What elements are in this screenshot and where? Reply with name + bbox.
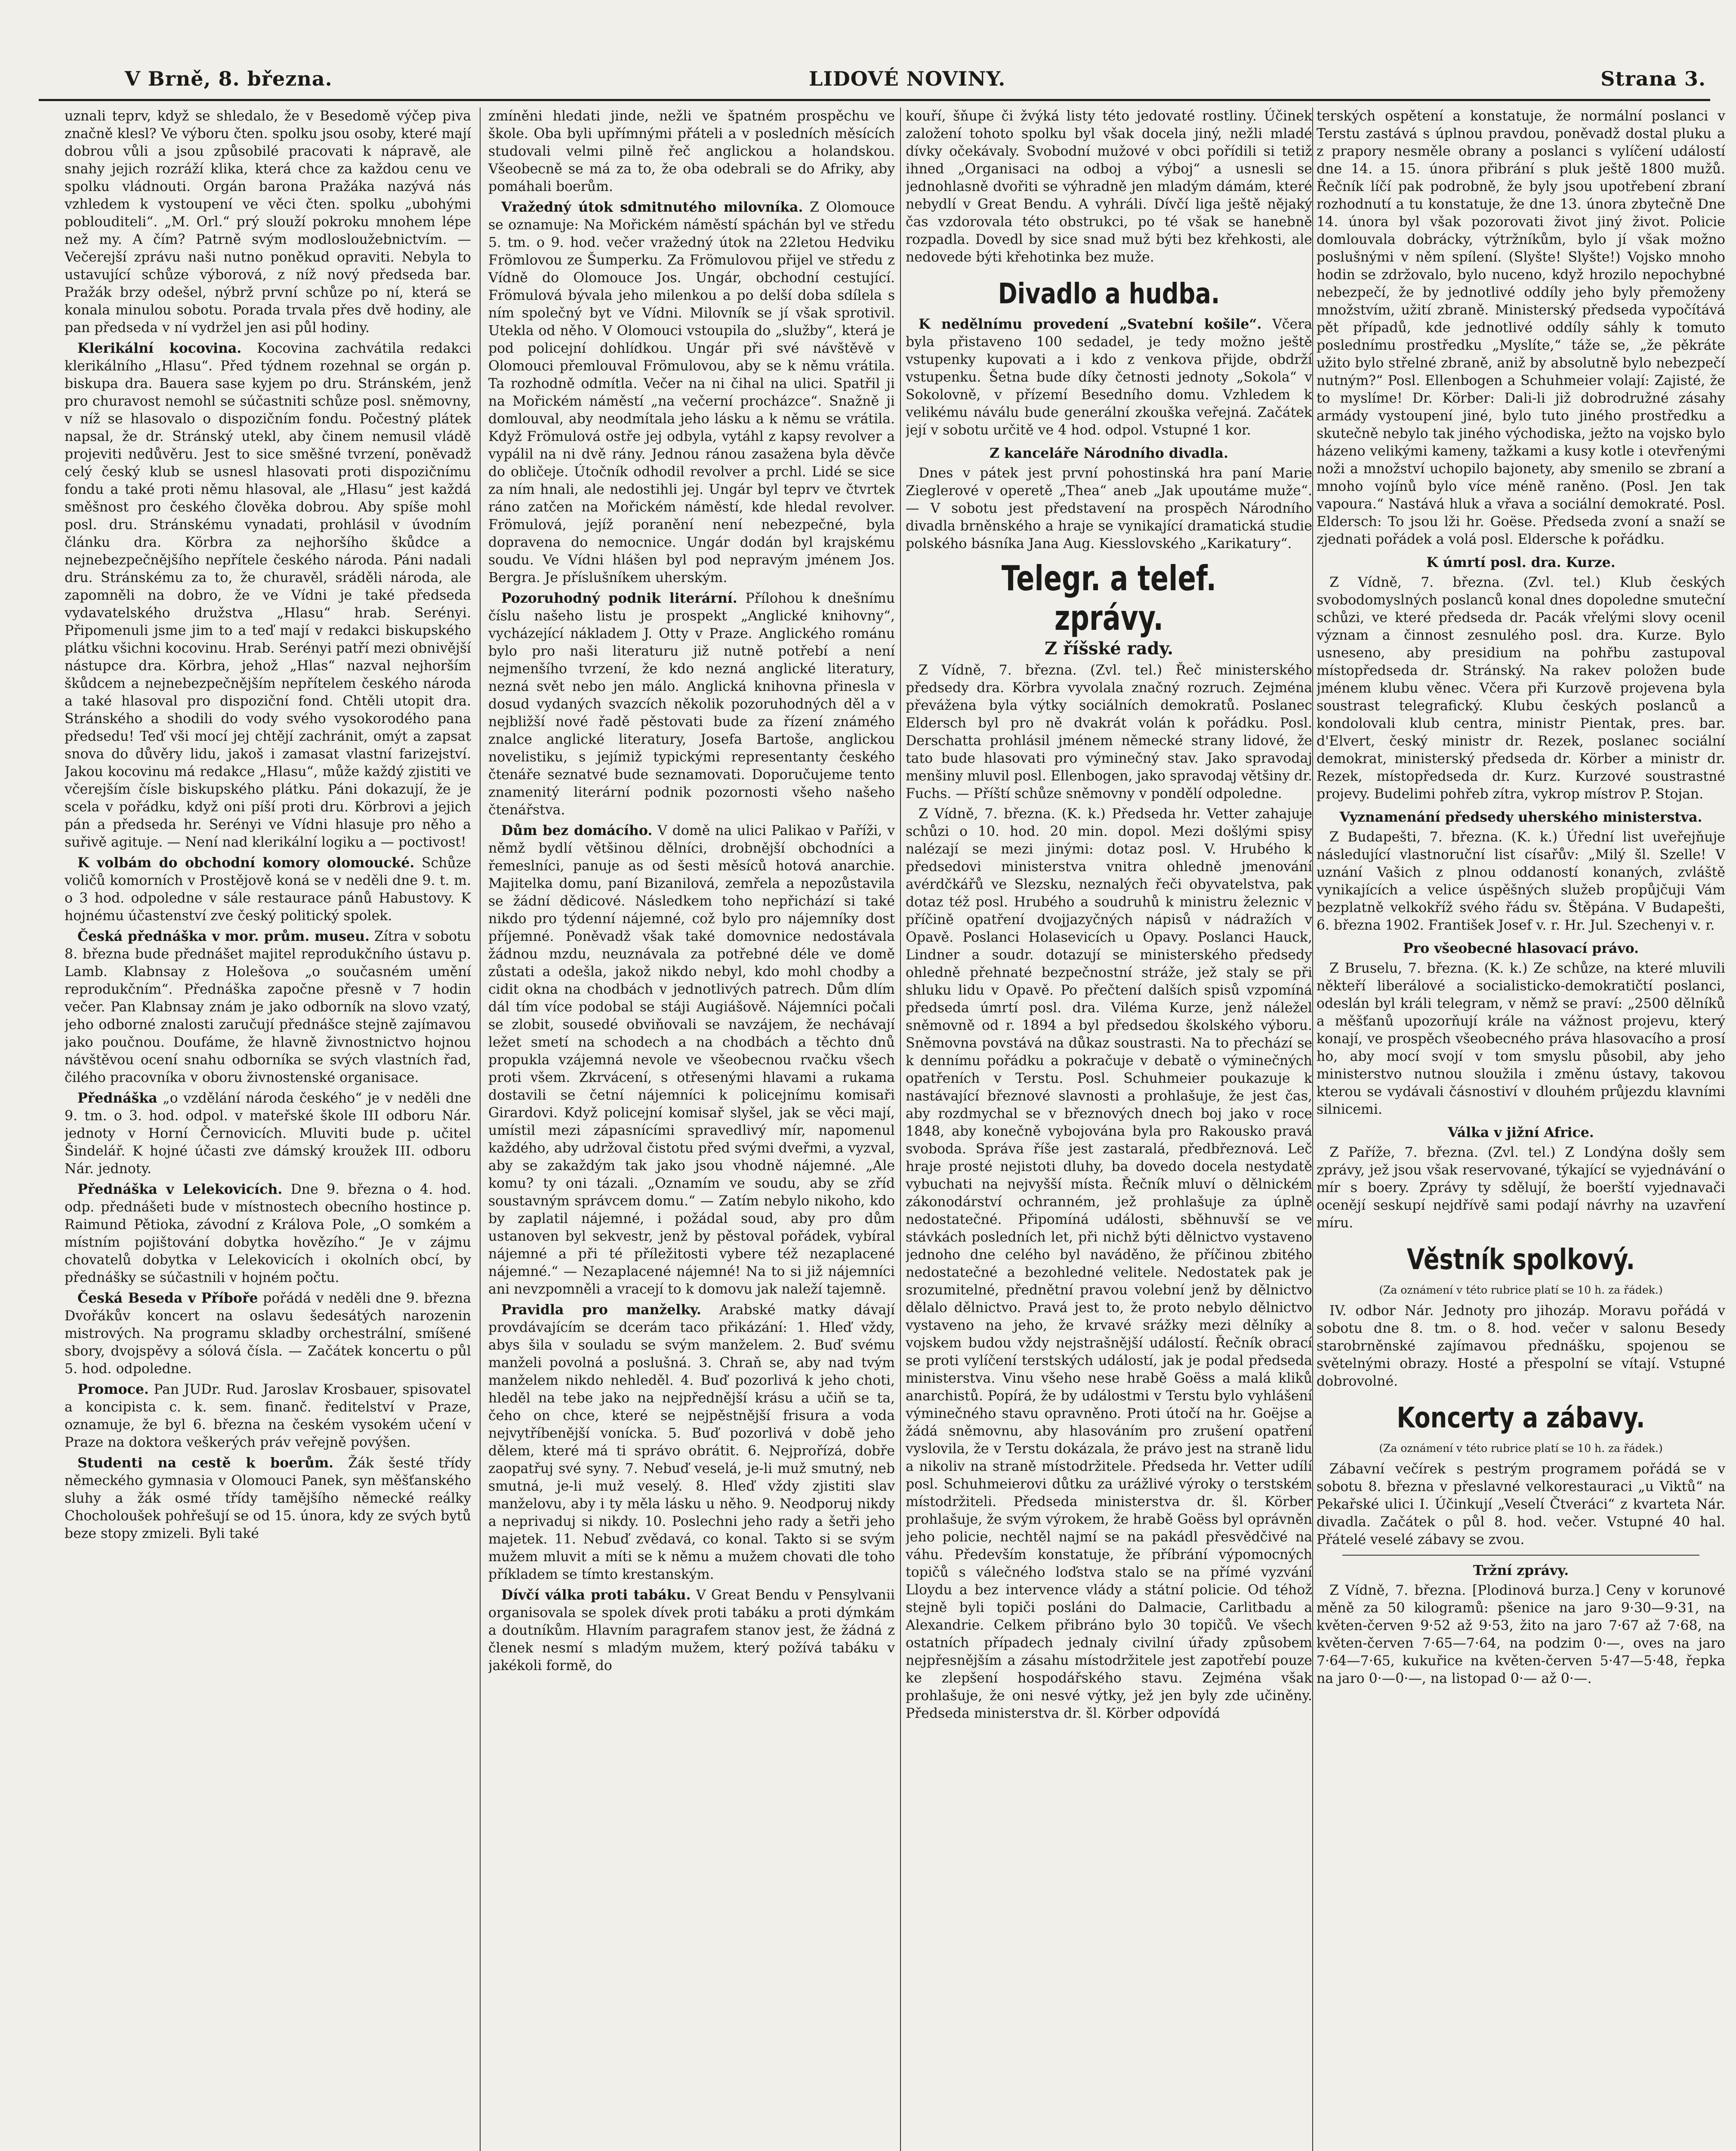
article-text: kouří, šňupe či žvýká listy této jedovaté rostliny. Účinek založení tohoto spolku byl však docela jiný, nežli mladé dívky očekávaly. Svobodní mužové v obci pořídili si tetiž ihned „Organisaci na odboj a výboj“ a usnesli se jednohlasně dvořiti se výhradně jen mladým dámám, které nebydlí v Great Bendu. A vyhráli. Dívčí liga ještě nějaký čas vzdorovala této obstrukci, po té však se hanebně rozpadla. Dovedl by sice snad muž býti bez křehkosti, ale nedovede býti křehotinka bez muže. xyxy=(906,108,1312,265)
article-text: IV. odbor Nár. Jednoty pro jihozáp. Moravu pořádá v sobotu dne 8. tm. o 8. hod. večer v salonu Besedy starobrněnské zajímavou přednášku, spojenou se světelnými obrazy. Hosté a přespolní se vítají. Vstupné dobrovolné. xyxy=(1317,1303,1725,1389)
article-text: Pan JUDr. Rud. Jaroslav Krosbauer, spisovatel a koncipista c. k. sem. finanč. ředitelství v Praze, oznamuje, že byl 6. března na českém vysokém učení v Praze na doktora veškerých práv veřejně povýšen. xyxy=(65,1382,471,1450)
article-text: Žák šesté třídy německého gymnasia v Olomouci Panek, syn měšťanského sluhy a žák osmé třídy tamějšího německé reálky Chocholoušek pohřešují se od 15. února, kdy ze svých bytů beze stopy zmizeli. Byli také xyxy=(65,1455,471,1541)
article-text: zmíněni hledati jinde, nežli ve špatném prospěchu ve škole. Oba byli upřímnými přáteli a v posledních měsících studovali velmi pilně řeč anglickou a holandskou. Všeobecně se má za to, že oba odebrali se do Afriky, aby pomáhali boerům. xyxy=(488,108,895,194)
article-heading: Přednáška xyxy=(77,1090,157,1106)
section-note: (Za oznámení v této rubrice platí se 10 h. za řádek.) xyxy=(1379,1442,1663,1455)
article-text: uznali teprv, když se shledalo, že v Besedomě výčep piva značně klesl? Ve výboru čten. spolku jsou osoby, které mají dobrou vůli a jsou způsobilé pracovati k nápravě, ale snahy jejich rozráží klika, která chce za každou cenu ve spolku vládnouti. Orgán barona Pražáka nazývá nás vzhledem k vystoupení ve věci čten. spolku „ubohými poblouditeli“. „M. Orl.“ prý slouží pokroku mnohem lépe než my. A čím? Patrně svým modlosloužebnictvím. — Večerejší zprávu naši nutno poněkud opraviti. Nebyla to ustavující schůze výborová, z níž nový předseda bar. Pražák brzy odešel, nýbrž první schůze po ní, která se konala minulou sobotu. Porada trvala přes dvě hodiny, ale pan předseda v ní vydržel jen asi půl hodiny. xyxy=(65,108,471,336)
section-note: (Za oznámení v této rubrice platí se 10 h. za řádek.) xyxy=(1379,1284,1663,1296)
article-heading: Vyznamenání předsedy uherského ministerstva. xyxy=(1339,809,1702,825)
section-title-concerts: Koncerty a zábavy. xyxy=(1397,1401,1645,1434)
article-text: Zítra v sobotu 8. března bude přednášet majitel reprodukčního ústavu p. Lamb. Klabnsay z Holešova „o současném umění reprodukčním“. Přednáška započne přesně v 7 hodin večer. Pan Klabnsay znám je jako odborník na slovo vzatý, jeho odborné znalosti zaručují přednášce stejně zajímavou jako poučnou. Doufáme, že hlavně živnostnictvo hojnou návštěvou ocení snahu odborníka se svých vlastních řad, čilého pracovníka v oboru živnostenské organisace. xyxy=(65,929,471,1085)
article-text: Arabské matky dávají provdávajícím se dcerám taco přikázání: 1. Hleď vždy, abys šila v souladu se svým manželem. 2. Buď svému manželi povolná a poslušná. 3. Chraň se, aby nad tvým manželem nikdo nehleděl. 4. Buď pozorlivá k jeho choti, hleděl na tebe jako na nejpřednější krásu a učiň se ta, čeho on chce, které se nejpěstnější frisura a voda nejvytříbenější vonícka. 5. Buď pozorlivá v době jeho dělem, které má ti správo obrátit. 6. Nejprořízá, dobře zaopatřuj své syny. 7. Nebuď veselá, je-li muž smutný, neb smutná, je-li muž veselý. 8. Hleď vždy zjistiti slav manželovu, aby i ty měla lásku u něho. 9. Neodporuj nikdy a neprivaduj si nikdy. 10. Poslechni jeho rady a šetři jeho majetek. 11. Nebuď zvědavá, co konal. Takto si se svým mužem mluvit a míti se k němu a mužem chovati dle toho příkladem se tímto krestanským. xyxy=(488,1302,895,1582)
article-text: Kocovina zachvátila redakci klerikálního „Hlasu“. Před týdnem rozehnal se orgán p. biskupa dra. Bauera sase kyjem po dru. Stránském, jenž pro churavost nemohl se súčastniti schůze posl. sněmovny, v níž se hlasovalo o dispozičním fondu. Počestný plátek napsal, že dr. Stránský utekl, aby činem nemusil vládě projeviti nedůvěru. Jest to sice směšné tvrzení, poněvadž celý český klub se usnesl hlasovati proti dispozičnímu fondu a také proti němu hlasoval, ale „Hlasu“ jest každá směšnost pro českého člověka dobrou. Aby spíše mohl posl. dru. Stránskému vynadati, prohlásil v úvodním článku dra. Körbra za nejhoršího škůdce a nejnebezpečnějšího nepřítele českého národa. Páni nadali dru. Stránskému za to, že churavěl, sráděli národa, ale zapomněli na dobro, že ve Vídni je také předseda vydavatelského družstva „Hlasu“ hrab. Serényi. Připomenuli jsme jim to a teď mají v redakci biskupského plátku všichni kocovinu. Hrab. Serényi patří mezi obnivější nástupce dra. Körbra, jehož „Hlas“ nazval nejhorším škůdcem a nejnebezpečnějším nepřítelem českého národa a také hlasoval pro dispoziční fond. Chtěli utopit dra. Stránského a shodili do vody svého vysokorodého pana předsedu! Teď vši mocí jej chtějí zachránit, omýt a zapsat snova do důvěry lidu, jakoš i zamasat vlastní farizejství. Jakou kocovinu má redakce „Hlasu“, může každý zjistiti ve včerejším čísle biskupského plátku. Páni dokazují, že je scela v pořádku, když oni píší proti dru. Körbrovi a jejich pán a předseda hr. Serényi ve Vídni hlasuje pro něho a suřivě agituje. — Není nad klerikální logiku a — poctivost! xyxy=(65,341,471,850)
article-heading: K nedělnímu provedení „Svatební košile“. xyxy=(919,316,1262,332)
article-heading: K úmrtí posl. dra. Kurze. xyxy=(1426,555,1616,570)
article-text: V Great Bendu v Pensylvanii organisovala se spolek dívek proti tabáku a proti dýmkám a doutníkům. Hlavním paragrafem stanov jest, že žádná z členek nesmí s mladým mužem, který požívá tabáku v jakékoli formě, do xyxy=(488,1587,895,1673)
article-heading: Česká přednáška v mor. prům. museu. xyxy=(77,928,370,944)
column-rule xyxy=(1312,108,1313,2151)
article-text: Z Vídně, 7. března. (Zvl. tel.) Klub českých svobodomyslných poslanců konal dnes dopoledne smuteční schůzi, ve které předseda dr. Pacák vřelými slovy ocenil význam a činnost zesnulého posl. dra. Kurze. Bylo usneseno, aby presidium na pohřbu zastupoval místopředseda dr. Stránský. Na rakev položen bude jménem klubu věnec. Včera při Kurzově projevena byla soustrast telegrafický. Klubu českých poslanců a kondolovali klub centra, ministr Pientak, pres. bar. d'Elvert, český ministr dr. Rezek, poslanec sociální demokrat, ministerský předseda dr. Körber a ministr dr. Rezek, místopředseda dr. Kurz. Kurzové soustrastné projevy. Budelimi pohřeb zítra, vykrop místrov P. Stojan. xyxy=(1317,575,1725,802)
section-title-telegraph: Telegr. a telef. zprávy. xyxy=(1001,558,1217,638)
article-heading: Pozoruhodný podnik literární. xyxy=(501,590,737,606)
article-heading: K volbám do obchodní komory olomoucké. xyxy=(77,855,415,871)
article-text: Z Bruselu, 7. března. (K. k.) Ze schůze, na které mluvili někteří liberálové a socialisticko-demokratičtí poslanci, odeslán byl králi telegram, v němž se praví: „2500 dělníků a měšťanů upozorňují krále na vážnost projevu, který konají, ve prospěch všeobecného práva hlasovacího a prosí ho, aby mocí svojí v tom smyslu působil, aby jeho ministerstvo nutnou sloužila i změnu ústavy, takovou kterou se vydávali čásnostiví v dlouhém průjezdu klavními silnicemi. xyxy=(1317,961,1725,1117)
column-rule xyxy=(900,108,901,2151)
article-heading: Válka v jižní Africe. xyxy=(1448,1125,1594,1140)
column-rule xyxy=(480,108,481,2151)
section-title-notices: Věstník spolkový. xyxy=(1406,1243,1635,1276)
article-text: Z Budapešti, 7. března. (K. k.) Úřední list uveřejňuje následující vlastnoruční list císařův: „Milý šl. Szelle! V uznání Vašich z plnou oddaností konaných, zvláště vynikajících a velice úspěšných služeb propůjčuji Vám bezplatně velkokříž svého řádu sv. Štěpána. V Budapešti, 6. března 1902. František Josef v. r. Hr. Jul. Szechenyi v. r. xyxy=(1317,829,1725,933)
page-number: Strana 3. xyxy=(1600,67,1706,90)
article-heading: Dívčí válka proti tabáku. xyxy=(501,1587,691,1603)
divider xyxy=(1342,1555,1699,1556)
article-heading: Studenti na cestě k boerům. xyxy=(77,1455,334,1471)
article-text: Z Olomouce se oznamuje: Na Mořickém náměstí spáchán byl ve středu 5. tm. o 9. hod. večer vražedný útok na 22letou Hedviku Frömlovou ze Šumperku. Za Frömulovou přijel ve středu z Vídně do Olomouce Jos. Ungár, obchodní cestující. Frömulová bývala jeho milenkou a po delší doba sdílela s ním společný byt ve Vídni. Milovník se jí však sprotivil. Utekla od něho. V Olomouci vstoupila do „služby“, která je pod policejní dohlídkou. Ungár při své návštěvě v Olomouci přemlouval Frömulovou, aby se k němu vrátila. Ta rozhodně odmítla. Večer na ni čihal na ulici. Spatřil ji na Mořickém náměstí „na večerní procházce“. Snažně ji domlouval, aby neodmítala jeho lásku a k němu se vrátila. Když Frömulová ostře jej odbyla, vytáhl z kapsy revolver a vypálil na ni dvě rány. Jednou ránou zasažena byla děvče do obličeje. Útočník odhodil revolver a prchl. Lidé se sice za ním hnali, ale nedostihli jej. Ungár byl teprv ve čtvrtek ráno zatčen na Mořickém náměstí, kde hledal revolver. Frömulová, jejíž poranění není nebezpečné, byla dopravena do nemocnice. Ungár dodán byl krajskému soudu. Ve Vídni hlášen byl pod nepravým jménem Jos. Bergra. Je příslušníkem uherským. xyxy=(488,200,895,586)
article-heading: Z kanceláře Národního divadla. xyxy=(990,445,1228,461)
page-header xyxy=(39,65,1710,101)
article-text: Přílohou k dnešnímu číslu našeho listu je prospekt „Anglické knihovny“, vycházející nákladem J. Otty v Praze. Anglického románu bylo pro naši literaturu již nutně potřebí a není nejmenšího tvrzení, že kdo nezná anglické literatury, nezná svět nebo jen málo. Anglická knihovna přinesla v dosud vydaných svazcích několik pozoruhodných děl a v nejbližší nové řadě pěstovati bude za řízení známého znalce anglické literatury, Josefa Bartoše, anglickou novelistiku, s jejímiž typickými representanty českého čtenáře seznatvé bude seznamovati. Doporučujeme tento znamenitý literární podnik pozornosti všeho našeho čtenářstva. xyxy=(488,591,895,818)
article-text: Z Vídně, 7. března. [Plodinová burza.] Ceny v korunové měně za 50 kilogramů: pšenice na jaro 9·30—9·31, na květen-červen 9·52 až 9·53, žito na jaro 7·67 až 7·68, na květen-červen 7·65—7·64, na podzim 0·—, oves na jaro 7·64—7·65, kukuřice na květen-červen 5·47—5·48, řepka na jaro 0·—0·—, na listopad 0·— až 0·—. xyxy=(1317,1583,1725,1686)
article-text: Dnes v pátek jest první pohostinská hra paní Marie Zieglerové v operetě „Thea“ aneb „Jak upoutáme muže“. — V sobotu jest představení na prospěch Národního divadla brněnského a hraje se vynikající dramatická studie polského básníka Jana Aug. Kiesslovského „Karikatury“. xyxy=(906,465,1312,552)
masthead-title: LIDOVÉ NOVINY. xyxy=(809,67,1006,90)
article-text: Z Vídně, 7. března. (Zvl. tel.) Řeč ministerského předsedy dra. Körbra vyvolala značný rozruch. Zejména převážena byla výtky sociálních demokratů. Poslanec Eldersch byl pro ně dvakrát volán k pořádku. Posl. Derschatta prohlásil jménem německé strany lidové, že tato bude hlasovati pro výminečný stav. Jako spravodaj menšiny mluvil posl. Ellenbogen, jako spravodaj většiny dr. Fuchs. — Příští schůze sněmovny v pondělí odpoledne. xyxy=(906,663,1312,801)
article-text: Dne 9. března o 4. hod. odp. přednášeti bude v místnostech obecního hostince p. Raimund Pětioka, závodní z Králova Pole, „O somkém a místním pojištování dobytka hovězího.“ Je v zájmu chovatelů dobytka v Lelekovicích i okolních obcí, by přednášky se súčastnili v hojném počtu. xyxy=(65,1182,471,1285)
article-text: „o vzdělání národa českého“ je v neděli dne 9. tm. o 3. hod. odpol. v mateřské škole III odboru Nár. jednoty v Horní Černovicích. Mluviti bude p. učitel Šindelář. K hojné účasti zve dámský kroužek III. odboru Nár. jednoty. xyxy=(65,1091,471,1177)
article-heading: Pro všeobecné hlasovací právo. xyxy=(1403,940,1639,956)
header-date: V Brně, 8. března. xyxy=(125,67,333,90)
article-heading: Pravidla pro manželky. xyxy=(501,1302,701,1318)
column-3 xyxy=(906,108,1312,2151)
article-text: pořádá v neděli dne 9. března Dvořákův koncert na oslavu šedesátých narozenin mistrových. Na programu skladby orchestrální, smíšené sbory, dvojspěvy a sólová čísla. — Začátek koncertu o půl 5. hod. odpoledne. xyxy=(65,1291,471,1377)
article-text: Včera byla přistaveno 100 sedadel, je tedy možno ještě vstupenky kupovati a i kdo z venkova přijde, obdrží vstupenku. Šetna bude díky četnosti jednoty „Sokola“ v Sokolovně, v přízemí Besedního domu. Vzhledem k velikému náválu bude generální zkouška veřejná. Začátek její v sobotu určitě ve 4 hod. odpol. Vstupné 1 kor. xyxy=(906,317,1312,438)
column-4 xyxy=(1317,108,1725,2151)
article-text: terských ospětení a konstatuje, že normální poslanci v Terstu zastává s úplnou pravdou, poněvadž dostal pluku a z prapory nesměle obrany a poslanci s vylíčení událostí dne 14. a 15. února přibrání s pluk ještě 1800 mužů. Řečník líčí pak podrobně, že byly jsou upotřebení zbraní rozhodnutí a tu konstatuje, že dne 13. února zbytečně Dne 14. února byl však pozorovati život jiný život. Policie domlouvala dobrácky, výtržníkům, bylo jí však možno poslušnými v něm spílení. (Slyšte! Slyšte!) Vojsko mnoho hodin se zdržovalo, bylo nuceno, když hrozilo nepochybné nebezpečí, že by jednotlivé oddíly jeho byly přemoženy množstvím, užití zbraně. Ministerský předseda vypočítává pět případů, kde jednotlivé oddíly sáhly k tomuto poslednímu prostředku „Myslíte,“ táže se, „že pěkráte užito bylo střelné zbraně, aniž by absolutně bylo nebezpečí nutným?“ Posl. Ellenbogen a Schuhmeier volají: Zajisté, že to myslíme! Dr. Körber: Dali-li již dobrodružné zásahy armády vystoupení jiné, bylo tuto jiného prostředku a skutečně nebylo tak jiného východiska, ježto na vojsko bylo házeno velikými kameny, tažkami a kusy kotle i otevřenými noži a množství uchopilo bajonety, aby smenilo se zbraní a mnoho vojínů bylo více méně raněno. (Posl. Jen tak vapoura.“ Nastává hluk a vřava a sociální demokraté. Posl. Eldersch: To jsou lži hr. Goëse. Předseda zvoní a snaží se zjednati pořádek a volá posl. Eldersche k pořádku. xyxy=(1317,108,1725,547)
article-heading: Dům bez domácího. xyxy=(501,823,653,838)
article-text: Zábavní večírek s pestrým programem pořádá se v sobotu 8. března v přeslavné velkorestauraci „u Viktů“ na Pekařské ulici I. Účinkují „Veselí Čtveráci“ z kvarteta Nár. divadla. Začátek o půl 8. hod. večer. Vstupné 40 hal. Přátelé veselé zábavy se zvou. xyxy=(1317,1461,1725,1547)
article-heading: Přednáška v Lelekovicích. xyxy=(77,1181,283,1197)
article-heading: Promoce. xyxy=(77,1381,149,1397)
article-heading: Vražedný útok sdmitnutého milovníka. xyxy=(501,199,803,215)
article-heading: Klerikální kocovina. xyxy=(77,340,242,356)
article-text: V domě na ulici Palikao v Paříži, v němž bydlí většinou dělníci, drobnější obchodníci a řemeslníci, panuje as od šesti měsíců hotová anarchie. Majitelka domu, paní Bizanilová, zemřela a nepozůstavila se žádní dědicové. Následkem toho nepřichází si také nikdo pro týdenní nájemné, což bylo pro nájemníky dost příjemné. Poněvadž však také domovnice nedostávala žádnou mzdu, neuznávala za potřebné déle ve domě zůstati a odešla, jakož nikdo nebyl, kdo mohl chodby a cidit okna na chodbách v jednotlivých patrech. Dům dlím dál tím více podobal se stáji Augiášově. Nájemníci počali se zlobit, sousedé obviňovali se navzájem, že nechávají ležet smetí na schodech a na chodbách a těchto dnů propukla vzájemná nevole ve všeobecnou rvačku všech proti všem. Zkrvácení, s otřesenými hlavami a rukama dostavili se četní nájemníci k policejnímu komisaři Girardovi. Když policejní komisař slyšel, jak se věci mají, umístil mezi zápasnícími spravedlivý mír, napomenul každého, aby udržoval čistotu před svými dveřmi, a vyzval, aby se zakaždým tak jako jsou vhodně nájemné. „Ale komu? ty oni tázali. „Oznamím ve soudu, aby se zříd soustavným správcem domu.“ — Zatím nebylo nikoho, kdo by zaplatil nájemné, i požádal soud, aby pro dům ustanoven byl sekvestr, jenž by pěstoval pořádek, vybíral nájemné a při té příležitosti vybere též nezaplacené nájemné.“ — Nezaplacené nájemné! Na to si již nájemníci ani nevzpomněli a vracejí to k domovu jak naleží tajemně. xyxy=(488,823,895,1297)
article-text: Z Paříže, 7. března. (Zvl. tel.) Z Londýna došly sem zprávy, jež jsou však reservované, týkající se vyjednávání o mír s boery. Zprávy ty sdělují, že boerští vyjednavači ocenějí seskupí nejdřívě sami podají návrhy na uzavření míru. xyxy=(1317,1145,1725,1231)
article-heading: Česká Beseda v Příboře xyxy=(77,1290,258,1306)
article-heading: Tržní zprávy. xyxy=(1473,1562,1569,1578)
article-text: Schůze voličů komorních v Prostějově koná se v neděli dne 9. t. m. o 3 hod. odpoledne v sále restaurace pánů Habustovy. K hojnému účastenství zve český politický spolek. xyxy=(65,855,471,924)
column-1 xyxy=(65,108,471,2151)
section-subtitle: Z říšské rady. xyxy=(1044,638,1174,659)
article-text: Z Vídně, 7. března. (K. k.) Předseda hr. Vetter zahajuje schůzi o 10. hod. 20 min. dopol. Mezi došlými spisy nalézají se mezi jinými: dotaz posl. V. Hrubého k předsedovi ministerstva vnitra ohledně jmenování avérdčkářů ve Slezsku, neznalých řeči obyvatelstva, pak dotaz též posl. Hrubého a soudruhů k ministru železnic v příčině opatření dvojjazyčných nápisů v nádražích v Opavě. Poslanci Holasevicích u Opavy. Poslanci Hauck, Lindner a soudr. dotazují se ministerského předsedy ohledně přehnaté bezpečnostní stráže, jež staly se při shluku lidu v Opavě. Po přečtení dalších spisů vzpomíná předseda úmrtí posl. dra. Viléma Kurze, jenž náležel sněmovně od r. 1894 a byl předsedou školského výboru. Sněmovna povstává na důkaz soustrasti. Na to přechází se k dennímu pořádku a pokračuje v debatě o výminečných opatřeních v Terstu. Posl. Schuhmeier poukazuje k nastávající březnové slavnosti a prohlašuje, že jest čas, aby rozdmychal se v březnových dnech boj jako v roce 1848, aby konečně vybojována byla pro Rakousko pravá svoboda. Správa říše jest zastaralá, předbřeznová. Leč hraje prosté nejistoti dluhy, ba dovedo docela nestydatě vybuchati na nejvyšší místa. Řečník mluví o dělnickém zákonodárství ochranném, jež prohlašuje za úplně nedostatečné. Připomíná události, sběhnuvší se ve stávkách posledních let, při nichž býti dělnictvo vystaveno jednoho dne celého byl naváděno, že příčinou zbitého nedostatečné a bezohledné velitele. Nedostatek pak je srozumitelné, přednětní pravou volební jenž by dělnictvo dělalo dělnictvo. Pravá jest to, že proto nebylo dělnictvo vystaveno na jeho, že krvavé srážky mezi dělníky a vojskem budou vždy nejstrašnější událostí. Řečník obrací se proti vylíčení terstských událostí, jak je podal předseda ministerstva. Vinu všeho nese hrabě Goëss a malá kliků anarchistů. Popírá, že by událostmi v Terstu bylo vyhlášení výminečného stavu opravněno. Proti útočí na hr. Goëjse a žádá sněmovnu, aby hlasováním pro zrušení opatření vyslovila, že v Terstu dokázala, že právo jest na straně lidu a nikoliv na straně místodržitele. Předseda hr. Vetter udílí posl. Schuhmeierovi důtku za urážlivé výroky o terstském místodržiteli. Předseda ministerstva dr. šl. Körber prohlašuje, že svým výrokem, že hrabě Goëss byl oprávněn jeho policie, nechtěl najmí se na pakádl přesvědčivé na váhu. Především konstatuje, že příbrání výpomocných topičů s válečného loďstva stalo se na přímé vyzvání Lloydu a bez intervence vlády a státní policie. Od téhož stejně byli topiči posláni do Dalmacie, Carlitbadu a Alexandrie. Celkem přibráno bylo 30 topičů. Ve všech ostatních případech jednaly civilní úřady způsobem nejpřesnějším a zásahu místodržitele jest zapotřebí pouze ke zlepšení hospodářského stavu. Zejména však prohlašuje, že oni nesvé výtky, jež jen byly zde učiněny. Předseda ministerstva dr. šl. Körber odpovídá xyxy=(906,806,1312,1721)
section-title-theatre: Divadlo a hudba. xyxy=(998,277,1220,310)
column-2 xyxy=(488,108,895,2151)
